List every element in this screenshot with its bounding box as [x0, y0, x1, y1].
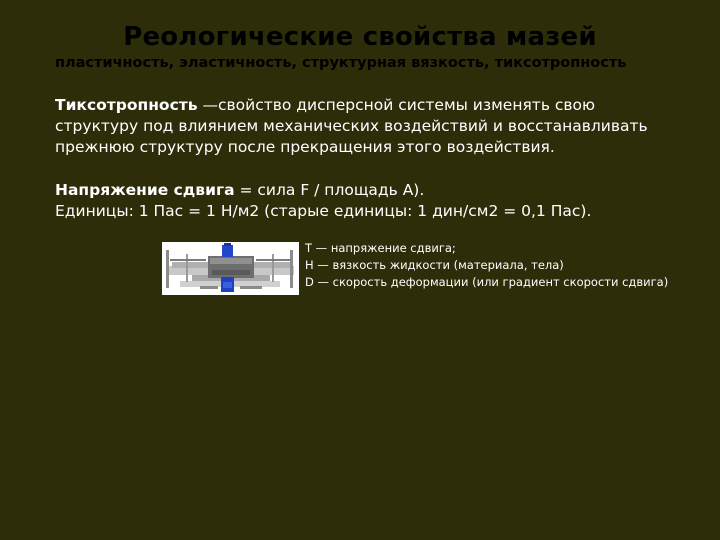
definition-line-1-text: —свойство дисперсной системы изменять свою: [197, 96, 596, 114]
slide-subtitle: пластичность, эластичность, структурная вязкость, тиксотропность: [55, 55, 627, 71]
definition-line-2: структуру под влиянием механических воздействий и восстанавливать: [55, 117, 648, 135]
shear-line-1: [55, 180, 695, 201]
shear-term: Напряжение сдвига: [55, 181, 235, 199]
shear-stress-block: [55, 180, 695, 222]
legend-item-d: D — скорость деформации (или градиент скорости сдвига): [305, 275, 669, 289]
definition-line-3: прежнюю структуру после прекращения этого воздействия.: [55, 138, 555, 156]
slide-title: Реологические свойства мазей: [123, 22, 597, 52]
definition-line-1: [55, 95, 675, 116]
legend-item-t: Т — напряжение сдвига;: [305, 241, 456, 255]
viscometer-icon: [162, 242, 299, 295]
legend: [305, 240, 668, 291]
shear-line-1-text: = сила F / площадь A).: [234, 181, 425, 199]
thixotropy-definition: [55, 95, 675, 158]
viscometer-image: [162, 242, 299, 295]
shear-units-line: Единицы: 1 Пас = 1 Н/м2 (старые единицы: 1 дин/см2 = 0,1 Пас).: [55, 202, 592, 220]
definition-term: Тиксотропность: [55, 96, 198, 114]
legend-item-h: Н — вязкость жидкости (материала, тела): [305, 258, 564, 272]
